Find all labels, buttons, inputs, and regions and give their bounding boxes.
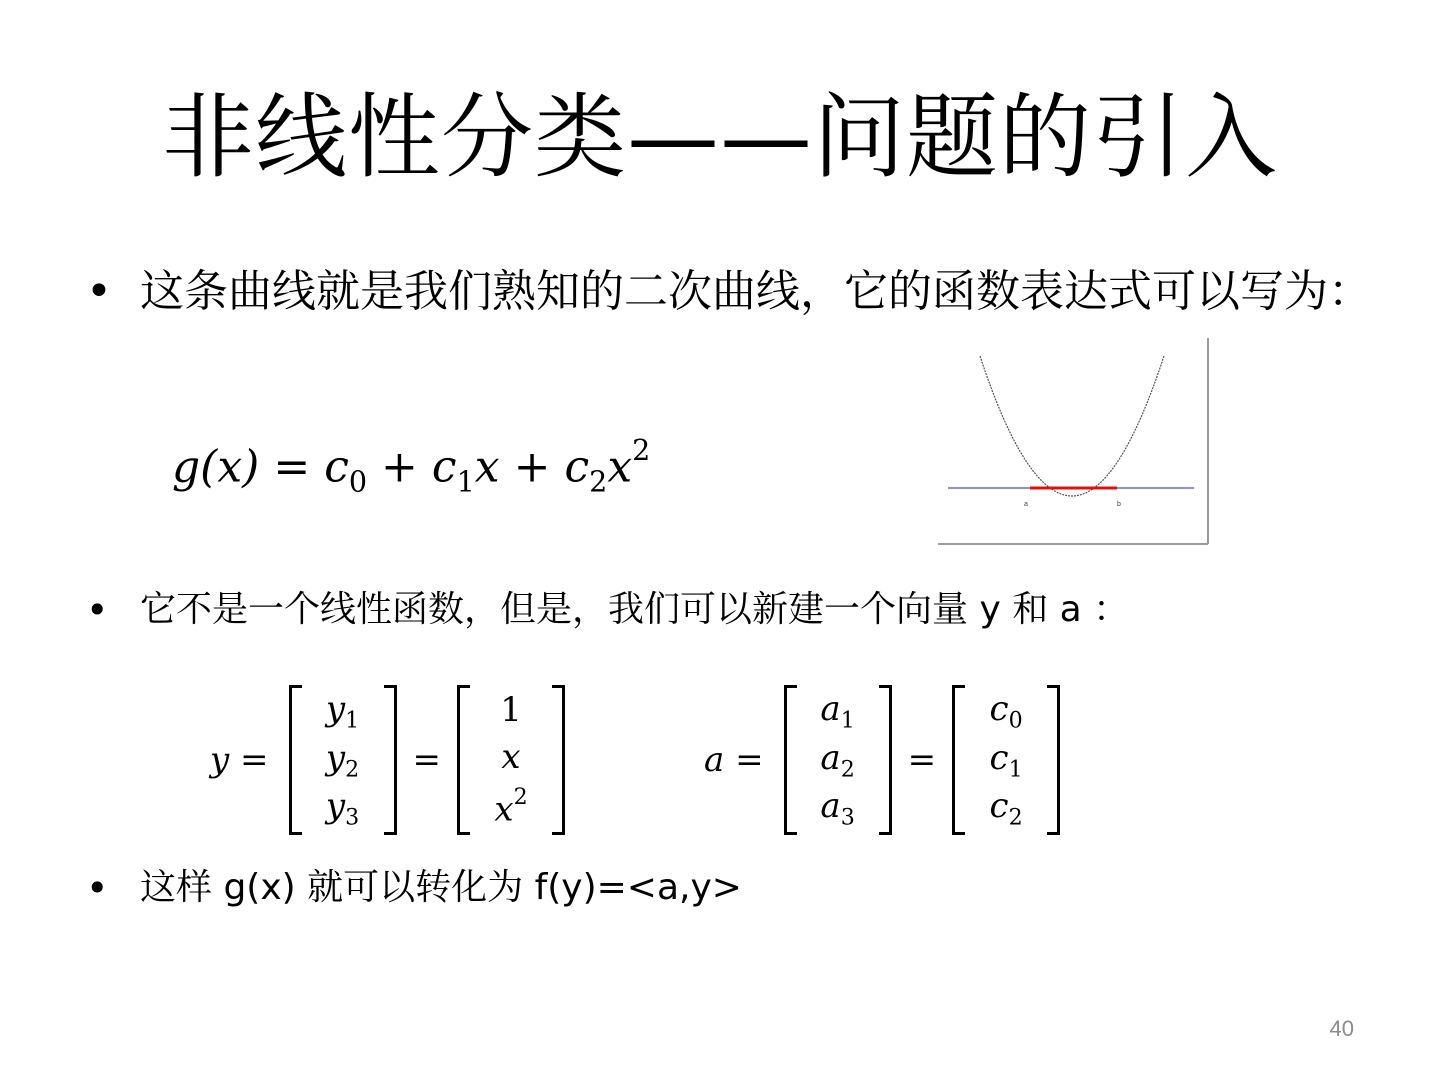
bullet-marker: • xyxy=(86,866,109,910)
matrix-a-entry-2: $a_2$ xyxy=(820,737,855,783)
matrix-y-equation xyxy=(210,680,571,840)
matrix-a-rhs-1: $c_0$ xyxy=(989,688,1023,734)
graph-label-a: a xyxy=(1024,501,1028,508)
matrix-y-rhs-3: $x^2$ xyxy=(494,784,528,830)
eq-plus-2: + xyxy=(513,441,551,493)
slide-title: 非线性分类——问题的引入 xyxy=(161,84,1278,191)
matrix-a-lhs: a = xyxy=(704,740,764,780)
matrix-a-rhs-2: $c_1$ xyxy=(989,737,1023,783)
parabola-graph xyxy=(936,336,1210,546)
eq-c2: c xyxy=(564,441,590,493)
matrix-y-rhs-1: 1 xyxy=(500,690,522,731)
bullet-marker: • xyxy=(86,588,109,632)
graph-label-b: b xyxy=(1117,501,1121,508)
matrix-y-entry-3: $y_3$ xyxy=(325,786,360,831)
matrix-y-lhs: y = xyxy=(210,740,269,780)
matrix-a-right-vector xyxy=(952,685,1060,835)
matrix-a-entry-3: $a_3$ xyxy=(820,786,855,831)
matrix-y-entry-1: $y_1$ xyxy=(325,688,360,734)
eq-lhs: g(x) xyxy=(172,441,260,493)
bullet-2 xyxy=(86,588,1366,632)
matrix-a-equation xyxy=(704,680,1066,840)
matrix-a-rhs-3: $c_2$ xyxy=(989,786,1023,831)
matrix-y-rhs-2: x xyxy=(501,737,521,778)
eq-c1-sub: 1 xyxy=(456,464,475,499)
page-number: 40 xyxy=(1329,1016,1354,1041)
matrix-a-left-vector xyxy=(784,685,892,835)
matrix-y-equals: = xyxy=(412,740,442,780)
matrix-y-left-vector xyxy=(289,685,397,835)
matrix-y-entry-2: $y_2$ xyxy=(325,737,360,783)
eq-x2: x xyxy=(607,441,633,493)
matrix-y-right-vector xyxy=(457,685,565,835)
bullet-1 xyxy=(86,268,1376,316)
matrix-a-equals: = xyxy=(907,740,937,780)
bullet-3-text: 这样 g(x) 就可以转化为 f(y)=<a,y> xyxy=(140,867,742,908)
eq-x2-sup: 2 xyxy=(632,433,651,467)
graph-frame xyxy=(937,337,1209,544)
eq-c0: c xyxy=(324,441,349,493)
eq-plus-1: + xyxy=(381,441,418,493)
bullet-marker: • xyxy=(86,266,112,317)
bullet-1-text: 这条曲线就是我们熟知的二次曲线，它的函数表达式可以写为： xyxy=(140,266,1372,317)
eq-x: x xyxy=(474,441,500,493)
eq-equals: = xyxy=(273,441,311,493)
matrix-a-entry-1: $a_1$ xyxy=(820,688,855,734)
quadratic-equation xyxy=(172,420,650,511)
bullet-2-text: 它不是一个线性函数，但是，我们可以新建一个向量 y 和 a ： xyxy=(140,589,1130,630)
eq-c2-sub: 2 xyxy=(589,464,608,499)
bullet-3 xyxy=(86,866,1366,910)
eq-c0-sub: 0 xyxy=(348,464,368,499)
eq-c1: c xyxy=(431,441,457,493)
